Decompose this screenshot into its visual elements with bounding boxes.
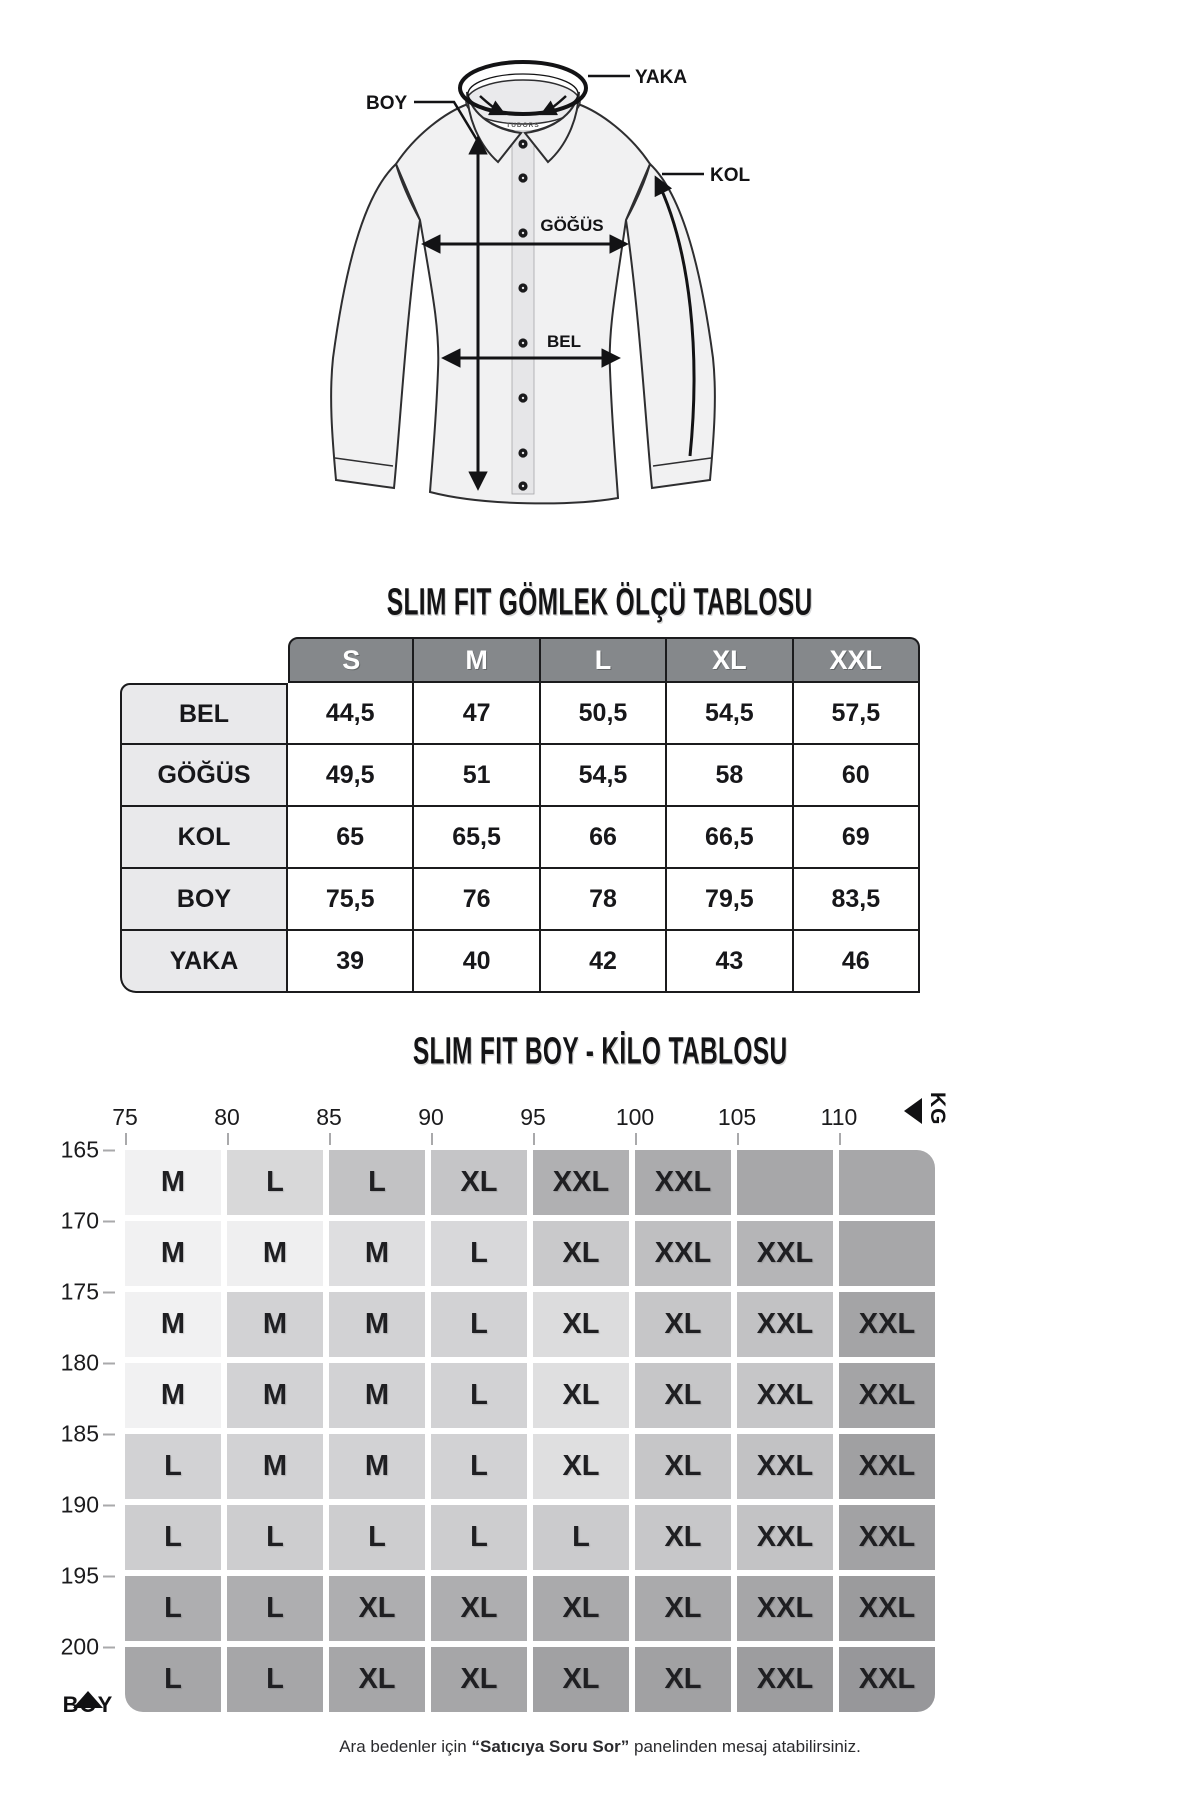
kg-tick-mark-110 <box>839 1133 841 1145</box>
boy-tick-mark-175 <box>103 1291 115 1293</box>
size-cell-BOY-L: 78 <box>541 869 667 931</box>
weight-cell-190-110: XXL <box>839 1505 935 1570</box>
size-cell-BEL-M: 47 <box>414 683 540 745</box>
weight-cell-165-75: M <box>125 1150 221 1215</box>
weight-cell-180-105: XXL <box>737 1363 833 1428</box>
weight-cell-195-75: L <box>125 1576 221 1641</box>
weight-cell-170-110 <box>839 1221 935 1286</box>
weight-table-title: SLIM FIT BOY - KİLO TABLOSU <box>412 1029 788 1073</box>
weight-cell-180-100: XL <box>635 1363 731 1428</box>
size-table <box>120 637 920 993</box>
kg-tick-label-80: 80 <box>214 1104 240 1130</box>
boy-tick-mark-165 <box>103 1149 115 1151</box>
size-table-corner <box>120 637 288 683</box>
size-cell-BOY-M: 76 <box>414 869 540 931</box>
size-cell-BEL-XXL: 57,5 <box>794 683 920 745</box>
size-cell-YAKA-M: 40 <box>414 931 540 993</box>
boy-tick-165 <box>55 1137 115 1164</box>
size-row-label-BEL: BEL <box>120 683 288 745</box>
weight-cell-200-75: L <box>125 1647 221 1712</box>
weight-cell-175-75: M <box>125 1292 221 1357</box>
size-col-header-XXL: XXL <box>794 637 920 683</box>
kg-tick-label-95: 95 <box>520 1104 546 1130</box>
weight-cell-195-80: L <box>227 1576 323 1641</box>
size-col-header-L: L <box>541 637 667 683</box>
boy-tick-mark-200 <box>103 1646 115 1648</box>
size-table-title: SLIM FIT GÖMLEK ÖLÇÜ TABLOSU <box>387 580 813 624</box>
weight-cell-200-105: XXL <box>737 1647 833 1712</box>
boy-tick-185 <box>55 1421 115 1448</box>
weight-cell-195-105: XXL <box>737 1576 833 1641</box>
shirt-diagram <box>300 28 780 548</box>
weight-cell-185-90: L <box>431 1434 527 1499</box>
weight-cell-165-105 <box>737 1150 833 1215</box>
weight-cell-170-90: L <box>431 1221 527 1286</box>
kg-tick-label-90: 90 <box>418 1104 444 1130</box>
weight-cell-185-75: L <box>125 1434 221 1499</box>
kg-tick-label-110: 110 <box>820 1104 858 1130</box>
size-cell-KOL-S: 65 <box>288 807 414 869</box>
size-cell-YAKA-S: 39 <box>288 931 414 993</box>
weight-cell-195-95: XL <box>533 1576 629 1641</box>
boy-tick-label-170: 170 <box>60 1207 99 1234</box>
weight-cell-175-90: L <box>431 1292 527 1357</box>
weight-cell-165-95: XXL <box>533 1150 629 1215</box>
size-row-label-YAKA: YAKA <box>120 931 288 993</box>
weight-cell-180-80: M <box>227 1363 323 1428</box>
weight-cell-175-80: M <box>227 1292 323 1357</box>
boy-tick-label-200: 200 <box>60 1633 99 1660</box>
footnote-suffix: panelinden mesaj atabilirsiniz. <box>629 1737 861 1756</box>
weight-cell-195-110: XXL <box>839 1576 935 1641</box>
weight-cell-180-75: M <box>125 1363 221 1428</box>
size-cell-GÖĞÜS-L: 54,5 <box>541 745 667 807</box>
weight-cell-200-100: XL <box>635 1647 731 1712</box>
weight-table <box>60 1092 949 1717</box>
weight-cell-175-105: XXL <box>737 1292 833 1357</box>
size-cell-GÖĞÜS-XL: 58 <box>667 745 793 807</box>
label-yaka: YAKA <box>635 67 688 88</box>
weight-grid <box>125 1150 935 1712</box>
brand-label: TUDORS <box>506 122 540 129</box>
label-gogus: GÖĞÜS <box>540 216 604 235</box>
size-row-label-BOY: BOY <box>120 869 288 931</box>
size-cell-YAKA-XL: 43 <box>667 931 793 993</box>
boy-tick-label-190: 190 <box>60 1491 99 1518</box>
weight-cell-165-85: L <box>329 1150 425 1215</box>
weight-cell-170-100: XXL <box>635 1221 731 1286</box>
size-col-header-S: S <box>288 637 414 683</box>
size-col-header-XL: XL <box>667 637 793 683</box>
weight-table-title-row <box>0 1029 1200 1073</box>
label-boy: BOY <box>366 93 408 114</box>
boy-tick-mark-170 <box>103 1220 115 1222</box>
size-col-header-M: M <box>414 637 540 683</box>
boy-tick-label-180: 180 <box>60 1349 99 1376</box>
boy-tick-mark-190 <box>103 1504 115 1506</box>
size-cell-BOY-S: 75,5 <box>288 869 414 931</box>
weight-cell-175-100: XL <box>635 1292 731 1357</box>
boy-tick-mark-180 <box>103 1362 115 1364</box>
kg-axis-flag <box>904 1092 949 1126</box>
weight-cell-170-75: M <box>125 1221 221 1286</box>
kg-tick-mark-95 <box>533 1133 535 1145</box>
weight-cell-180-110: XXL <box>839 1363 935 1428</box>
size-cell-GÖĞÜS-M: 51 <box>414 745 540 807</box>
weight-cell-195-100: XL <box>635 1576 731 1641</box>
kg-axis-label: KG <box>926 1092 949 1126</box>
weight-cell-180-90: L <box>431 1363 527 1428</box>
boy-tick-180 <box>55 1350 115 1377</box>
weight-cell-165-110 <box>839 1150 935 1215</box>
weight-cell-200-110: XXL <box>839 1647 935 1712</box>
kg-arrow-icon <box>904 1098 922 1124</box>
size-cell-BEL-XL: 54,5 <box>667 683 793 745</box>
size-cell-GÖĞÜS-XXL: 60 <box>794 745 920 807</box>
weight-cell-175-85: M <box>329 1292 425 1357</box>
weight-cell-180-85: M <box>329 1363 425 1428</box>
kg-tick-mark-105 <box>737 1133 739 1145</box>
weight-cell-180-95: XL <box>533 1363 629 1428</box>
weight-cell-190-100: XL <box>635 1505 731 1570</box>
size-cell-KOL-XXL: 69 <box>794 807 920 869</box>
kg-tick-mark-80 <box>227 1133 229 1145</box>
weight-cell-190-75: L <box>125 1505 221 1570</box>
kg-tick-mark-85 <box>329 1133 331 1145</box>
shirt-illustration <box>300 28 780 548</box>
weight-cell-200-90: XL <box>431 1647 527 1712</box>
boy-tick-label-195: 195 <box>60 1562 99 1589</box>
boy-tick-200 <box>55 1634 115 1661</box>
weight-cell-200-80: L <box>227 1647 323 1712</box>
size-cell-GÖĞÜS-S: 49,5 <box>288 745 414 807</box>
weight-cell-195-85: XL <box>329 1576 425 1641</box>
kg-tick-label-75: 75 <box>112 1104 138 1130</box>
weight-cell-170-95: XL <box>533 1221 629 1286</box>
boy-tick-175 <box>55 1279 115 1306</box>
weight-cell-185-110: XXL <box>839 1434 935 1499</box>
weight-cell-165-80: L <box>227 1150 323 1215</box>
weight-cell-170-80: M <box>227 1221 323 1286</box>
size-cell-KOL-XL: 66,5 <box>667 807 793 869</box>
boy-tick-mark-185 <box>103 1433 115 1435</box>
boy-tick-190 <box>55 1492 115 1519</box>
size-row-label-KOL: KOL <box>120 807 288 869</box>
size-cell-KOL-M: 65,5 <box>414 807 540 869</box>
size-cell-KOL-L: 66 <box>541 807 667 869</box>
boy-tick-label-175: 175 <box>60 1278 99 1305</box>
footnote-bold: “Satıcıya Soru Sor” <box>471 1737 630 1756</box>
weight-cell-200-95: XL <box>533 1647 629 1712</box>
size-cell-BOY-XXL: 83,5 <box>794 869 920 931</box>
boy-tick-170 <box>55 1208 115 1235</box>
size-cell-BOY-XL: 79,5 <box>667 869 793 931</box>
weight-cell-200-85: XL <box>329 1647 425 1712</box>
boy-tick-mark-195 <box>103 1575 115 1577</box>
weight-cell-190-90: L <box>431 1505 527 1570</box>
kg-tick-label-105: 105 <box>717 1104 757 1130</box>
weight-cell-170-85: M <box>329 1221 425 1286</box>
boy-axis-label: BOY <box>62 1692 114 1717</box>
size-row-label-GÖĞÜS: GÖĞÜS <box>120 745 288 807</box>
weight-cell-175-95: XL <box>533 1292 629 1357</box>
size-cell-BEL-L: 50,5 <box>541 683 667 745</box>
boy-tick-195 <box>55 1563 115 1590</box>
footnote <box>0 1737 1200 1757</box>
weight-cell-190-105: XXL <box>737 1505 833 1570</box>
kg-tick-mark-90 <box>431 1133 433 1145</box>
kg-tick-mark-100 <box>635 1133 637 1145</box>
weight-cell-190-95: L <box>533 1505 629 1570</box>
weight-cell-185-105: XXL <box>737 1434 833 1499</box>
weight-cell-185-100: XL <box>635 1434 731 1499</box>
label-kol: KOL <box>710 165 751 186</box>
size-cell-YAKA-XXL: 46 <box>794 931 920 993</box>
weight-cell-170-105: XXL <box>737 1221 833 1286</box>
weight-cell-175-110: XXL <box>839 1292 935 1357</box>
weight-cell-165-90: XL <box>431 1150 527 1215</box>
weight-cell-190-85: L <box>329 1505 425 1570</box>
kg-tick-label-85: 85 <box>316 1104 342 1130</box>
kg-tick-label-100: 100 <box>615 1104 655 1130</box>
kg-tick-mark-75 <box>125 1133 127 1145</box>
size-cell-YAKA-L: 42 <box>541 931 667 993</box>
boy-tick-label-185: 185 <box>60 1420 99 1447</box>
shirt-placket <box>512 131 534 494</box>
footnote-prefix: Ara bedenler için <box>339 1737 472 1756</box>
size-table-title-row <box>0 580 1200 624</box>
weight-cell-185-85: M <box>329 1434 425 1499</box>
label-bel: BEL <box>547 332 581 351</box>
weight-cell-190-80: L <box>227 1505 323 1570</box>
weight-cell-185-95: XL <box>533 1434 629 1499</box>
size-cell-BEL-S: 44,5 <box>288 683 414 745</box>
boy-axis-flag <box>59 1674 117 1718</box>
weight-cell-185-80: M <box>227 1434 323 1499</box>
weight-cell-165-100: XXL <box>635 1150 731 1215</box>
weight-cell-195-90: XL <box>431 1576 527 1641</box>
boy-tick-label-165: 165 <box>60 1136 99 1163</box>
